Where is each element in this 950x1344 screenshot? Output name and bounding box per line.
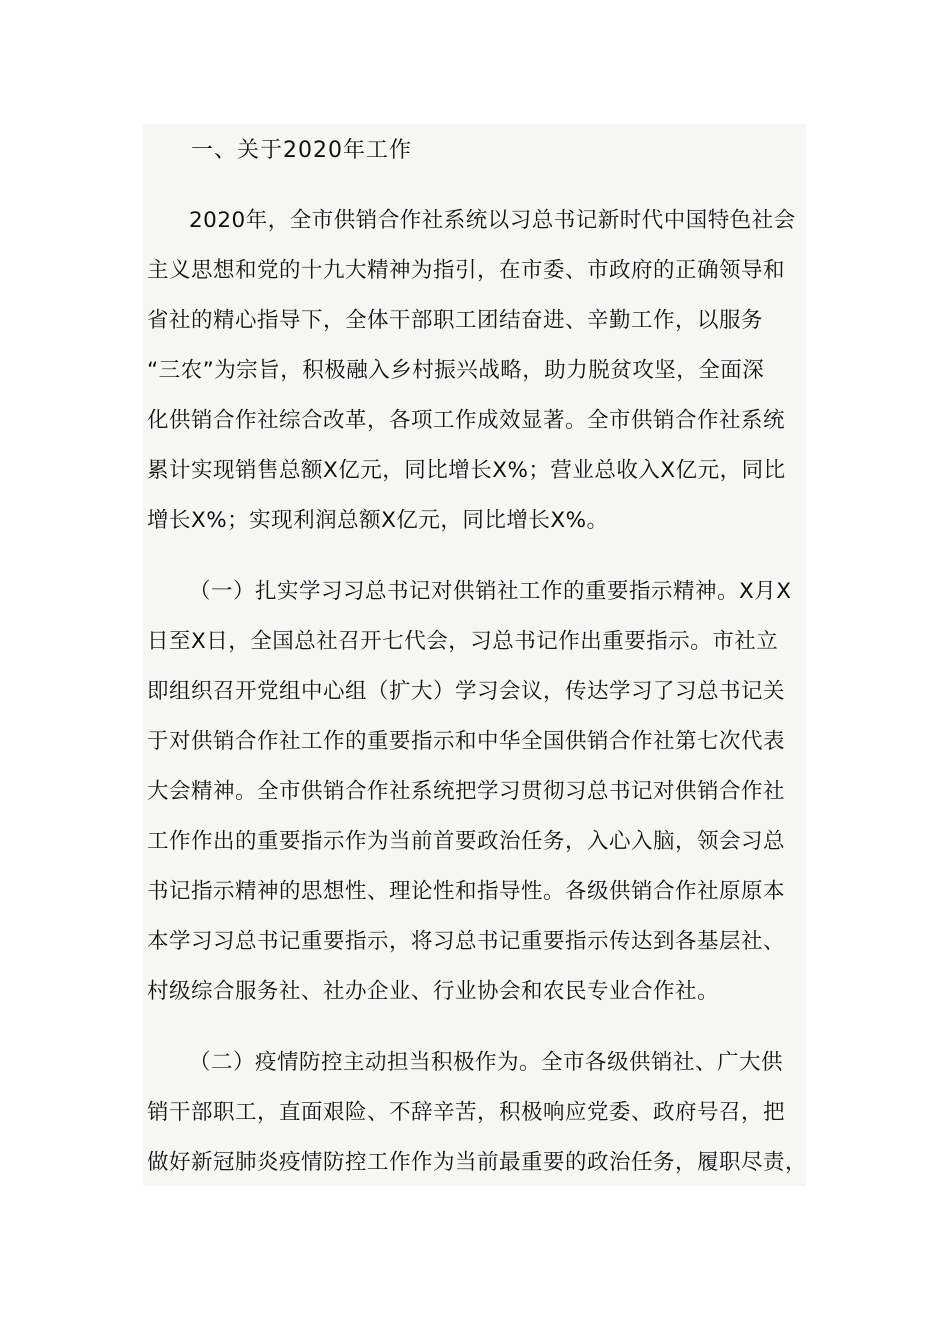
paragraph-line: 村级综合服务社、社办企业、行业协会和农民专业合作社。 xyxy=(147,979,720,1004)
paragraph-line: 2020年，全市供销合作社系统以习总书记新时代中国特色社会 xyxy=(189,208,796,233)
paragraph-line: 本学习习总书记重要指示，将习总书记重要指示传达到各基层社、 xyxy=(147,929,786,954)
paragraph-line: 做好新冠肺炎疫情防控工作作为当前最重要的政治任务，履职尽责， xyxy=(147,1150,808,1175)
paragraph-line: 省社的精心指导下，全体干部职工团结奋进、辛勤工作，以服务 xyxy=(147,308,764,333)
paragraph-line: “三农”为宗旨，积极融入乡村振兴战略，助力脱贫攻坚，全面深 xyxy=(147,358,765,383)
section-heading: 一、关于2020年工作 xyxy=(191,138,412,163)
paragraph-line: 增长X%；实现利润总额X亿元，同比增长X%。 xyxy=(147,508,609,533)
paragraph-line: 工作作出的重要指示作为当前首要政治任务，入心入脑，领会习总 xyxy=(147,829,786,854)
paragraph-line: 销干部职工，直面艰险、不辞辛苦，积极响应党委、政府号召，把 xyxy=(147,1100,786,1125)
paragraph-summary xyxy=(147,196,827,546)
paragraph-line: （一）扎实学习习总书记对供销社工作的重要指示精神。X月X xyxy=(189,579,792,604)
paragraph-line: （二）疫情防控主动担当积极作为。全市各级供销社、广大供 xyxy=(189,1050,784,1075)
paragraph-study xyxy=(147,567,827,1017)
paragraph-epidemic xyxy=(147,1038,827,1188)
paragraph-line: 主义思想和党的十九大精神为指引，在市委、市政府的正确领导和 xyxy=(147,258,786,283)
paragraph-line: 累计实现销售总额X亿元，同比增长X%；营业总收入X亿元，同比 xyxy=(147,458,786,483)
paragraph-line: 化供销合作社综合改革，各项工作成效显著。全市供销合作社系统 xyxy=(147,408,786,433)
paragraph-line: 日至X日，全国总社召开七代会，习总书记作出重要指示。市社立 xyxy=(147,629,779,654)
paragraph-line: 大会精神。全市供销合作社系统把学习贯彻习总书记对供销合作社 xyxy=(147,779,786,804)
paragraph-line: 即组织召开党组中心组（扩大）学习会议，传达学习了习总书记关 xyxy=(147,679,786,704)
paragraph-line: 书记指示精神的思想性、理论性和指导性。各级供销合作社原原本 xyxy=(147,879,786,904)
paragraph-line: 于对供销合作社工作的重要指示和中华全国供销合作社第七次代表 xyxy=(147,729,786,754)
